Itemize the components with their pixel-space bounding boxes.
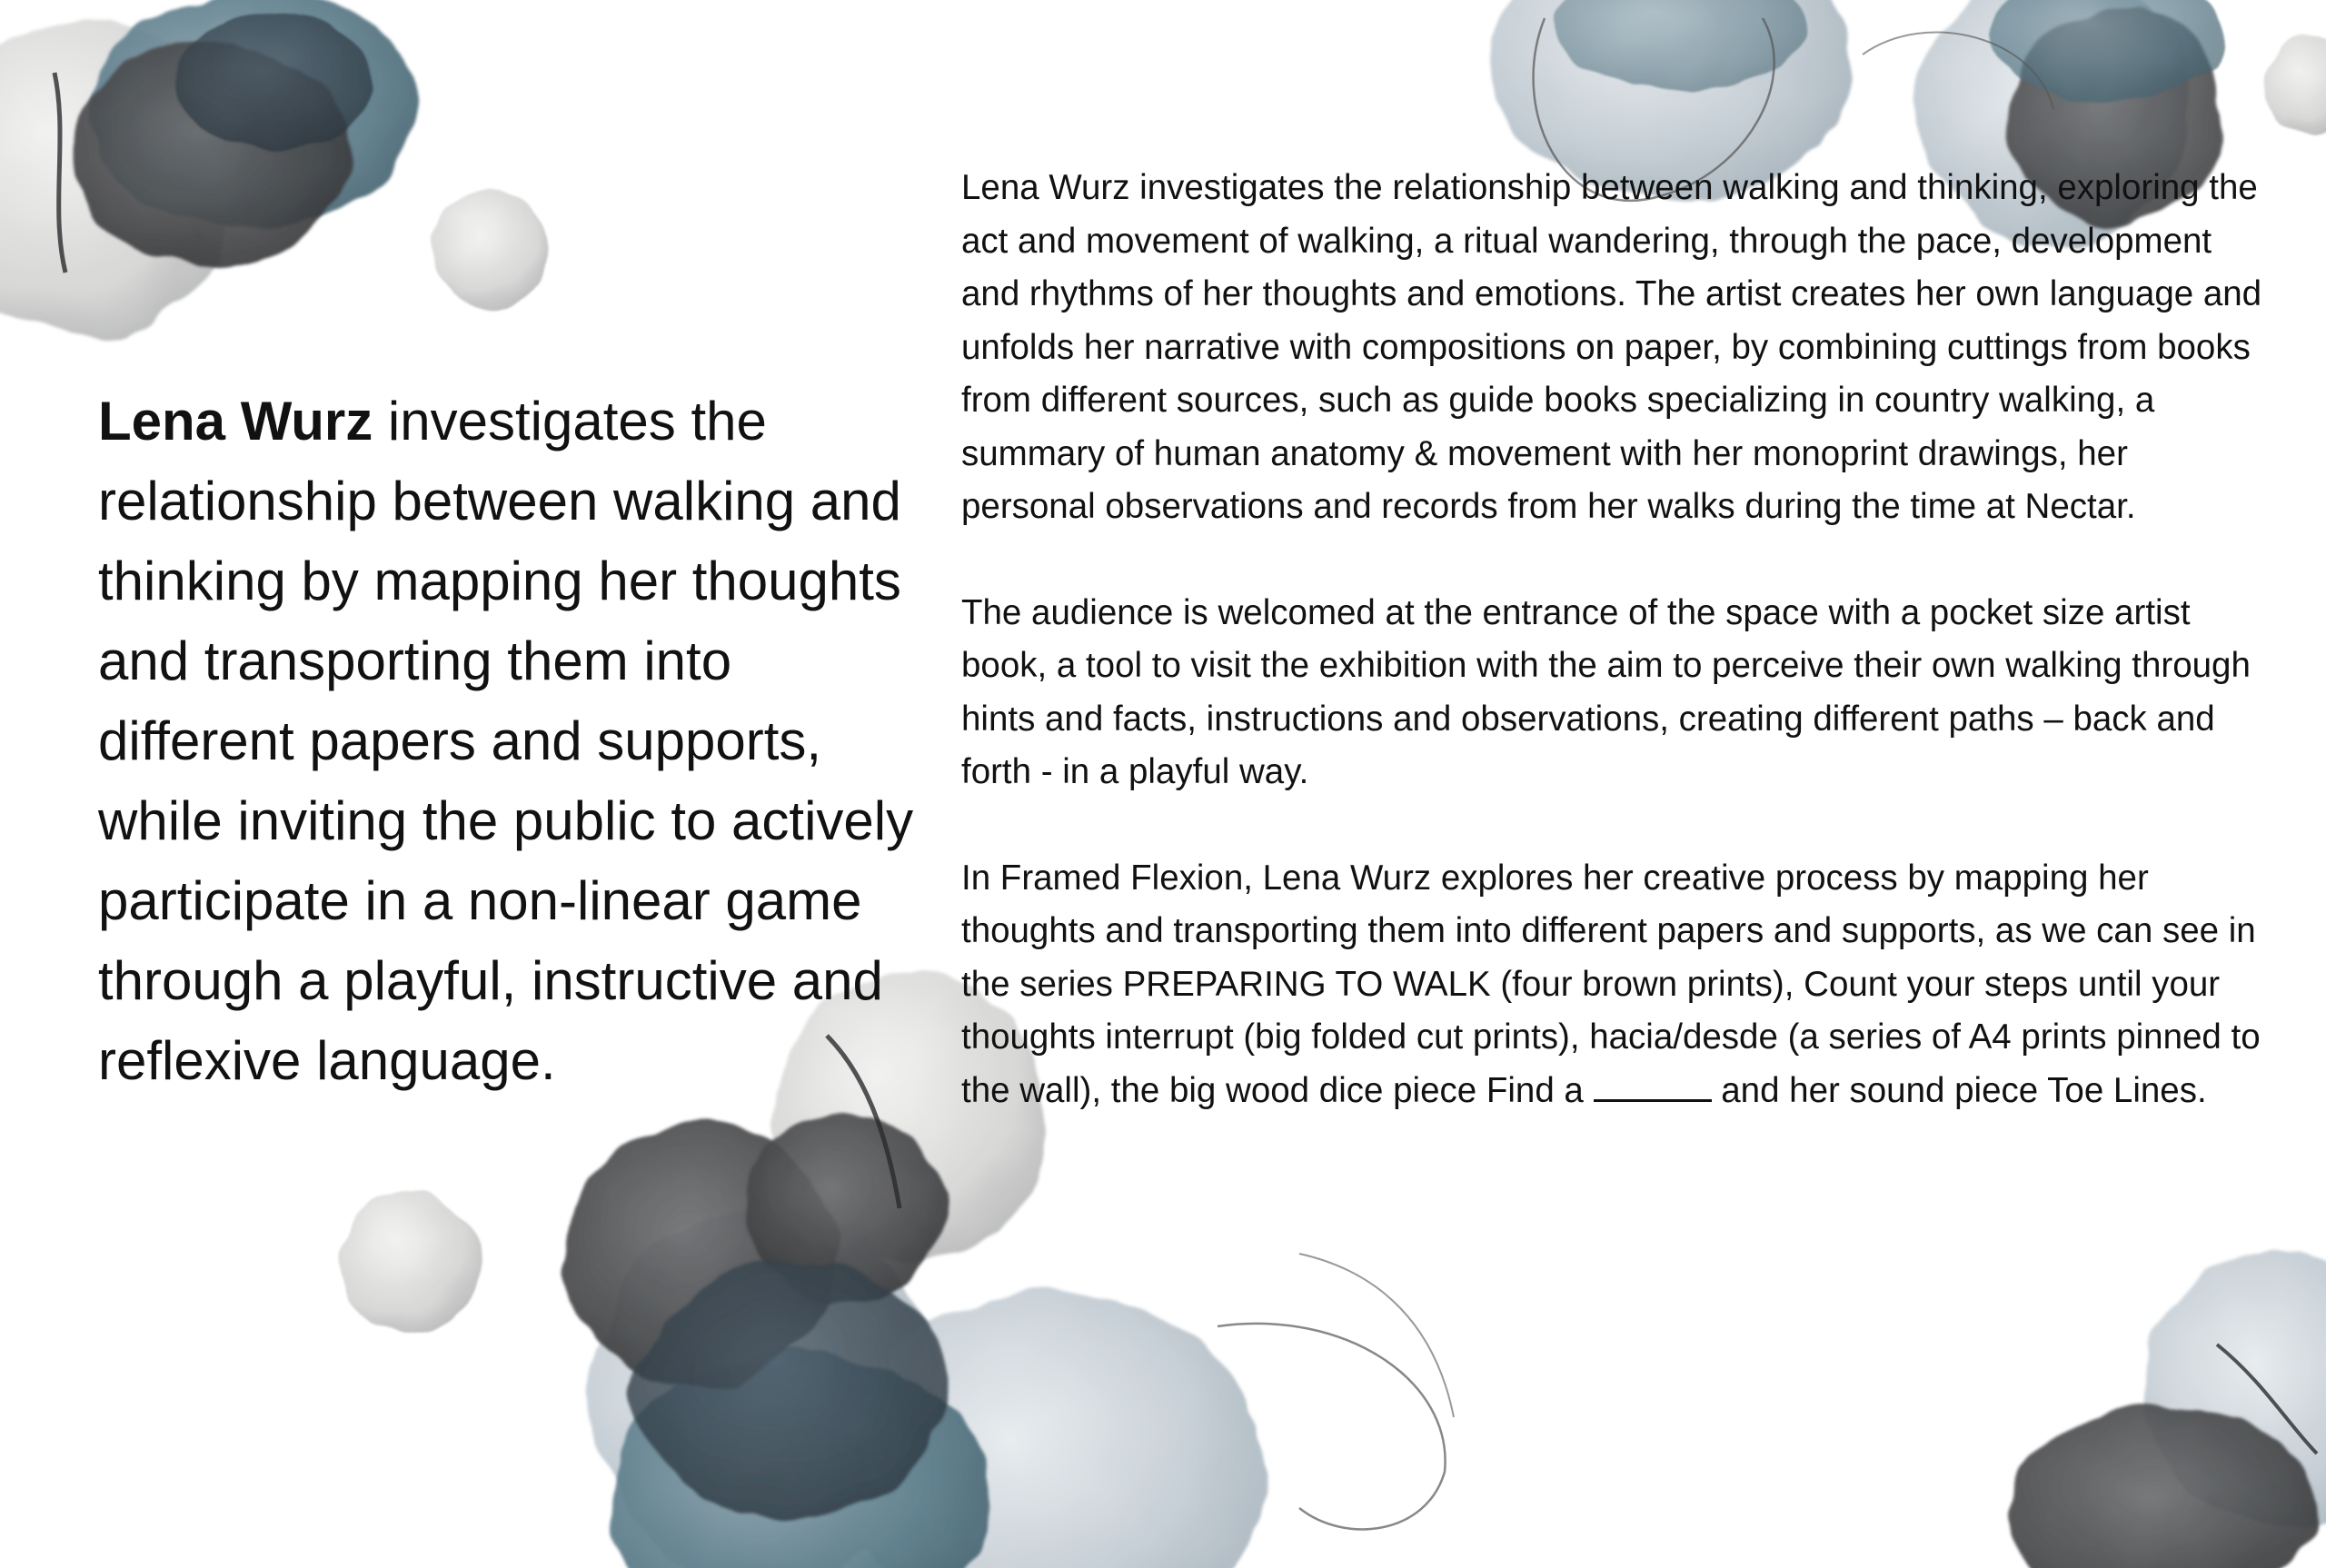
paragraph-3-text-start: In Framed Flexion, Lena Wurz explores her creative process by mapping her thoughts and transporting them into different papers and supports, as we can see in the series PREPARING TO WALK (four brown prints), Count your steps until your thoughts interrupt (big folded cut prints), hacia/desde (a series of A4 prints pinned to the wall), the big wood dice piece Find a [961, 858, 2261, 1110]
paragraph-3 [961, 852, 2270, 1118]
paragraph-1: Lena Wurz investigates the relationship between walking and thinking, exploring the act and movement of walking, a ritual wandering, through the pace, development and rhythms of her thoughts and emotions. The artist creates her own language and unfolds her narrative with compositions on paper, by combining cuttings from books from different sources, such as guide books specializing in country walking, a summary of human anatomy & movement with her monoprint drawings, her personal observations and records from her walks during the time at Nectar. [961, 168, 2262, 526]
stone-cluster-bottom-right [2008, 1254, 2326, 1568]
paragraph-2: The audience is welcomed at the entrance of the space with a pocket size artist book, a tool to visit the exhibition with the aim to perceive their own walking through hints and facts, instructions and observations, creating different paths – back and forth - in a playful way. [961, 592, 2251, 791]
paragraph-3-text-end: and her sound piece Toe Lines. [1711, 1070, 2207, 1110]
description-column [961, 162, 2270, 1170]
intro-statement [98, 382, 916, 1101]
artist-name: Lena Wurz [98, 391, 373, 452]
fill-in-blank-line [1594, 1072, 1712, 1102]
intro-text: investigates the relationship between walking and thinking by mapping her thoughts and transporting them into different papers and supports, while inviting the public to actively participate in a non-linear game through a playful, instructive and reflexive language. [98, 391, 914, 1091]
stone-cluster-top-left [0, 0, 547, 341]
